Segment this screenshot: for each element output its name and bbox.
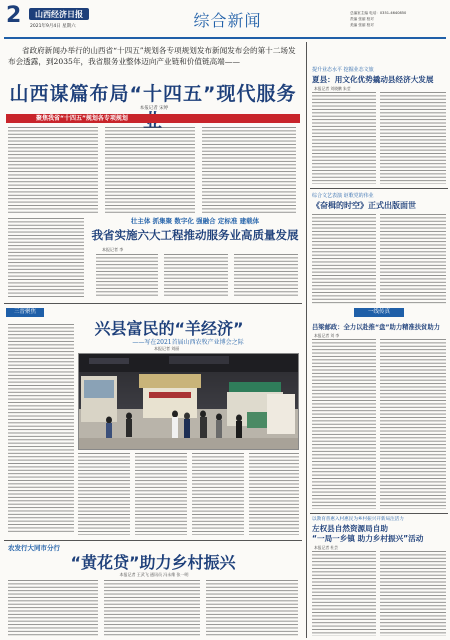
bottom-body-col-2 bbox=[104, 580, 200, 636]
lead-headline: 山西谋篇布局“十四五”现代服务 bbox=[9, 83, 297, 105]
sidebar-story2-col-1 bbox=[312, 214, 376, 304]
date-line: 2021年9月4日 星期六 bbox=[30, 24, 76, 29]
photo-body-col-2 bbox=[135, 453, 187, 535]
feature-banner-label: 聚焦我省“十四五”规划各专项规划 bbox=[36, 115, 128, 122]
column-divider bbox=[306, 42, 307, 638]
photo-byline: 本报记者 刘丽 bbox=[154, 346, 180, 351]
lead-body-col-3 bbox=[202, 127, 296, 215]
editors-line-2: 责编 张丽 校对 bbox=[350, 17, 374, 21]
lead-deck: 省政府新闻办举行的山西省“十四五”规划各专项规划发布新闻发布会的第十二场发布会透露，到2035年，我省服务业整体迈向产业链和价值链高端—— bbox=[8, 46, 296, 66]
second-body-col-2 bbox=[164, 254, 228, 298]
sidebar-story4-headline-line-2: “一局一乡镇 助力乡村振兴”活动 bbox=[312, 534, 424, 543]
photo-body-col-3 bbox=[192, 453, 244, 535]
lead-story bbox=[4, 43, 302, 218]
second-story bbox=[88, 214, 302, 300]
sidebar-story4-kicker: 以教育普惠入村惠民为乡村振兴开新局注活力 bbox=[312, 517, 404, 522]
photo-subhead: ——写在2021首届山西农牧产业博会之际 bbox=[132, 339, 244, 346]
sidebar-story3-byline: 本报记者 刘 李 bbox=[314, 333, 340, 338]
sidebar-story1-col-2 bbox=[380, 92, 446, 184]
sidebar-divider-1 bbox=[310, 188, 448, 189]
sidebar-divider-2 bbox=[310, 513, 448, 514]
lead-left-column-continued bbox=[8, 218, 84, 298]
sidebar-story1-headline: 夏县：用文化优势撬动县经济大发展 bbox=[312, 75, 434, 84]
sidebar-story3-col-2 bbox=[380, 339, 446, 509]
sidebar-story3-headline: 吕梁邮政：全力以赴推“盘”助力精准扶贫助力 bbox=[312, 324, 440, 331]
photo-feature bbox=[4, 306, 302, 538]
editors-line-1: 总编室主编 电话：0351-4640850 bbox=[350, 11, 407, 15]
expo-photo bbox=[78, 353, 299, 450]
photo-body-col-4 bbox=[249, 453, 299, 535]
photo-body-left bbox=[8, 324, 74, 534]
sidebar bbox=[310, 42, 448, 638]
sidebar-story2-kicker: 综合文艺表演 讴歌党的伟业 bbox=[312, 193, 374, 199]
sidebar-section-label: 一线传真 bbox=[367, 309, 390, 315]
second-body-col-3 bbox=[234, 254, 298, 298]
bottom-headline: “黄花贷”助力乡村振兴 bbox=[70, 553, 236, 572]
sidebar-story4-col-1 bbox=[312, 551, 376, 636]
editors-line-3: 美编 张丽 校对 bbox=[350, 23, 374, 27]
sidebar-story4-byline: 本报记者 杜芸 bbox=[314, 545, 338, 550]
editors bbox=[350, 10, 445, 28]
sidebar-story2-col-2 bbox=[380, 214, 446, 304]
sidebar-story1-byline: 本报记者 刘晓鹏 朱莹 bbox=[314, 86, 351, 91]
sidebar-story4-headline: 左权县自然资源局自助 bbox=[312, 524, 388, 533]
bottom-body-col-3 bbox=[206, 580, 298, 636]
lead-byline: 本报记者 宋婷 bbox=[139, 106, 169, 111]
second-headline: 我省实施六大工程推动服务业高质量发展 bbox=[91, 228, 299, 242]
photo-feature-label: 三晋聚焦 bbox=[13, 309, 36, 315]
bottom-byline: 本报记者 王武飞 通讯员 冯永维 张一明 bbox=[119, 572, 189, 577]
sidebar-story1-kicker: 提升业态水平 挖掘业态文旅 bbox=[312, 67, 374, 73]
bottom-body-col-1 bbox=[8, 580, 98, 636]
bottom-divider bbox=[4, 540, 302, 541]
section-title-text: 综合新闻 bbox=[193, 11, 262, 30]
second-kicker: 壮主体 抓集聚 数字化 强融合 定标准 建载体 bbox=[130, 217, 260, 225]
feature-banner bbox=[6, 114, 300, 123]
bottom-kicker: 农发行大同市分行 bbox=[8, 544, 60, 552]
page-number: 2 bbox=[6, 3, 22, 28]
paper-name: 山西经济日报 bbox=[35, 9, 83, 19]
lead-body-col-1 bbox=[8, 127, 98, 215]
lead-body-col-2 bbox=[105, 127, 195, 215]
second-byline: 本报记者 李 bbox=[102, 247, 124, 252]
section-title bbox=[180, 8, 275, 34]
sidebar-story3-col-1 bbox=[312, 339, 376, 509]
masthead-rule bbox=[4, 37, 446, 39]
masthead bbox=[0, 0, 450, 42]
sidebar-story1-col-1 bbox=[312, 92, 376, 184]
expo-photo-image bbox=[79, 354, 299, 450]
paper-name-badge bbox=[29, 8, 89, 20]
sidebar-story4-col-2 bbox=[380, 551, 446, 636]
photo-body-col-1 bbox=[78, 453, 130, 535]
photo-headline: 兴县富民的“羊经济” bbox=[94, 319, 244, 338]
sidebar-section-label-box bbox=[354, 308, 404, 317]
sidebar-story2-headline: 《奋楫的时空》正式出版面世 bbox=[312, 201, 416, 210]
section-divider bbox=[4, 303, 302, 304]
bottom-story bbox=[4, 542, 302, 638]
second-body-col-1 bbox=[96, 254, 158, 298]
